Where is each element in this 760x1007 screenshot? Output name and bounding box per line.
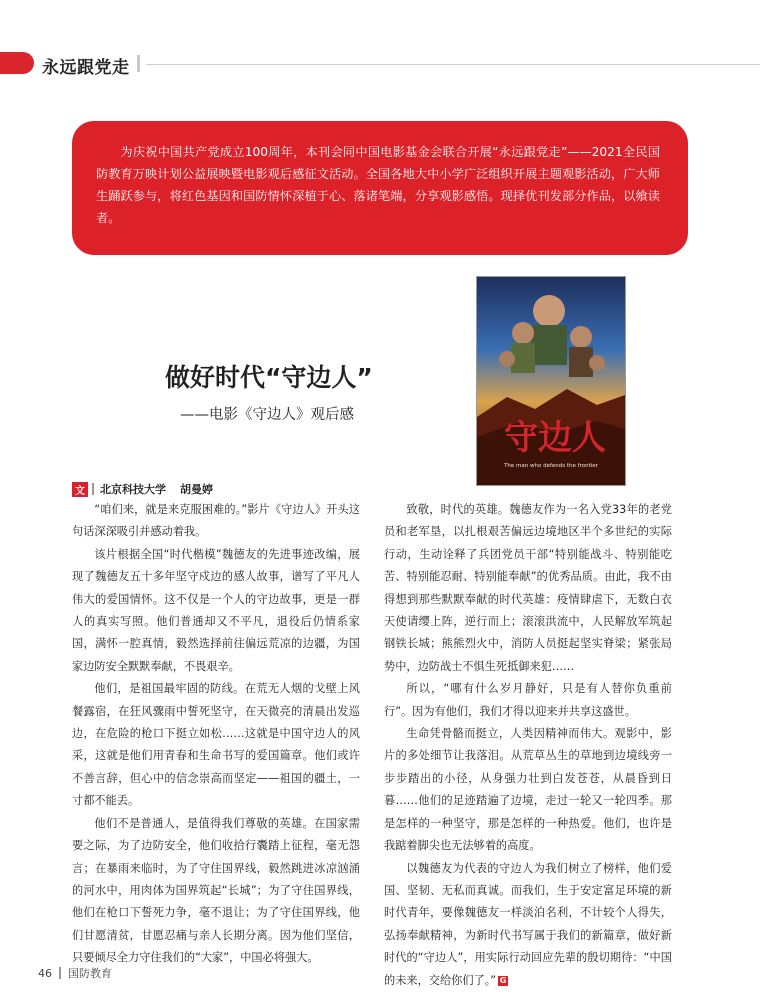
article-title: 做好时代“守边人” <box>165 363 373 392</box>
poster-image <box>477 277 625 485</box>
magazine-name: 国防教育 <box>68 967 112 980</box>
article-column-left <box>72 499 360 970</box>
byline <box>72 481 213 497</box>
intro-text: 为庆祝中国共产党成立100周年，本刊会同中国电影基金会联合开展“永远跟党走”——2021全民国防教育万映计划公益展映暨电影观后感征文活动。全国各地大中小学广泛组织开展主题观影活动，广大师生踊跃参与，将红色基因和国防情怀深植于心、落诸笔端，分享观影感悟。现择优刊发部分作品，以飨读者。 <box>96 145 660 225</box>
poster-title: 守边人 <box>504 418 606 458</box>
movie-poster <box>476 276 626 486</box>
paragraph: 该片根据全国“时代楷模”魏德友的先进事迹改编，展现了魏德友五十多年坚守戍边的感人故事，谱写了平凡人伟大的爱国情怀。这不仅是一个人的守边故事，更是一群人的真实写照。他们普通却又不平凡，退役后仍情系家国，满怀一腔真情，毅然选择前往偏远荒凉的边疆，为国家边防安全默默奉献，不畏艰辛。 <box>72 547 360 673</box>
end-mark-icon: G <box>499 975 507 985</box>
article-column-right <box>384 499 672 992</box>
page-number: 46 <box>38 966 52 980</box>
paragraph: 生命凭骨骼而挺立，人类因精神而伟大。观影中，影片的多处细节让我落泪。从荒草丛生的草地到边境线旁一步步踏出的小径，从身强力壮到白发苍苍，从晨昏到日暮……他们的足迹踏遍了边境，走过一轮又一轮四季。那是怎样的一种坚守，那是怎样的一种热爱。他们，也许是我踮着脚尖也无法够着的高度。 <box>384 727 672 853</box>
article-subtitle: ——电影《守边人》观后感 <box>180 407 354 423</box>
paragraph: 他们，是祖国最牢固的防线。在荒无人烟的戈壁上风餐露宿，在狂风骤雨中誓死坚守，在天微亮的清晨出发巡边，在危险的枪口下挺立如松……这就是中国守边人的风采，这就是他们用青春和生命书写的爱国篇章。他们或许不善言辞，但心中的信念崇高而坚定——祖国的疆土，一寸都不能丢。 <box>72 682 360 808</box>
poster-subtitle: The man who defends the frontier <box>504 463 598 469</box>
paragraph-text: 以魏德友为代表的守边人为我们树立了榜样，他们爱国、坚韧、无私而真诚。而我们，生于安定富足环境的新时代青年，要像魏德友一样淡泊名利，不计较个人得失，弘扬奉献精神，为新时代书写属于我们的新篇章，做好新时代的“守边人”，用实际行动回应先辈的殷切期待：“中国的未来，交给你们了。” <box>384 861 672 987</box>
paragraph: 所以，“哪有什么岁月静好，只是有人替你负重前行”。因为有他们，我们才得以迎来并共享这盛世。 <box>384 682 672 718</box>
intro-box <box>72 121 688 255</box>
byline-divider <box>92 483 94 495</box>
section-title: 永远跟党走 <box>42 58 130 78</box>
footer-divider <box>59 967 61 979</box>
paragraph: 致敬，时代的英雄。魏德友作为一名入党33年的老党员和老军垦，以扎根艰苦偏远边境地区半个多世纪的实际行动，生动诠释了兵团党员干部“特别能战斗、特别能吃苦、特别能忍耐、特别能奉献”的优秀品质。由此，我不由得想到那些默默奉献的时代英雄：疫情肆虐下，无数白衣天使请缨上阵，逆行而上；滚滚洪流中，人民解放军筑起钢铁长城；熊熊烈火中，消防人员挺起坚实脊梁；紧张局势中，边防战士不惧生死抵御来犯…… <box>384 503 672 673</box>
paragraph: 他们不是普通人，是值得我们尊敬的英雄。在国家需要之际，为了边防安全，他们收拾行囊踏上征程，毫无怨言；在暴雨来临时，为了守住国界线，毅然跳进冰凉汹涌的河水中，用肉体为国界筑起“长城”；为了守住国界线，他们在枪口下誓死力争，毫不退让；为了守住国界线，他们甘愿清贫，甘愿忍痛与亲人长期分离。因为他们坚信，只要倾尽全力守住我们的“大家”，中国必将强大。 <box>72 816 360 965</box>
paragraph: “咱们来，就是来克服困难的。”影片《守边人》开头这句话深深吸引并感动着我。 <box>72 503 360 539</box>
page-footer <box>38 965 112 981</box>
byline-icon: 文 <box>72 482 88 497</box>
author-name: 胡曼婷 <box>180 483 213 496</box>
paragraph-last <box>384 858 672 992</box>
section-rule <box>146 64 760 65</box>
author-affiliation: 北京科技大学 <box>100 483 166 496</box>
section-divider <box>137 55 140 72</box>
section-accent-bar <box>0 52 34 74</box>
